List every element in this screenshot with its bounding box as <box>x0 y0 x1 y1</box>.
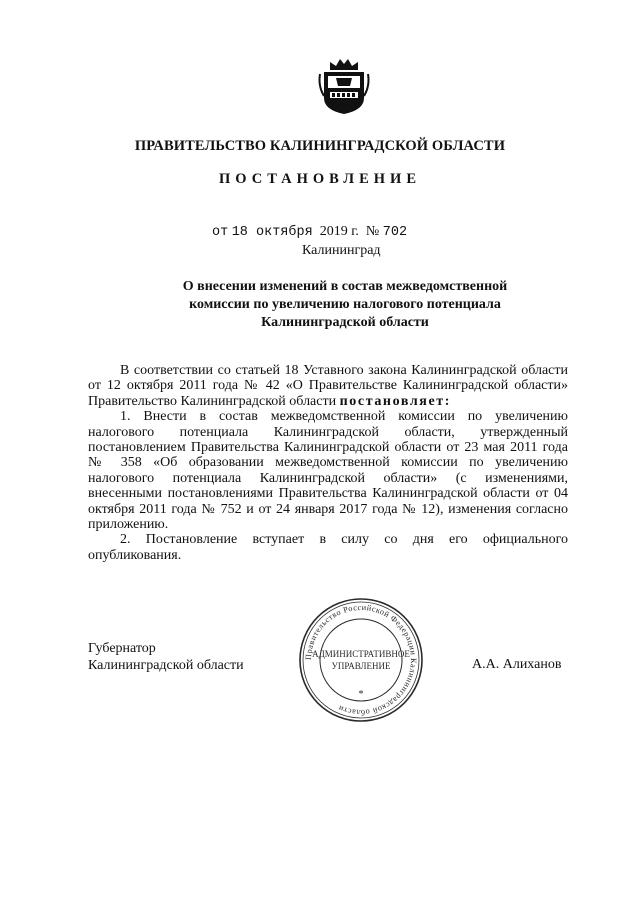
date-year: 2019 г. <box>319 224 359 239</box>
stamp-center-line: АДМИНИСТРАТИВНОЕ <box>312 649 410 659</box>
preamble-text: В соответствии со статьей 18 Уставного закона Калининградской области от 12 октября 2011 года № 42 «О Правительстве Калининградской области» Правительство Калининградской области <box>88 363 568 409</box>
government-name: ПРАВИТЕЛЬСТВО КАЛИНИНГРАДСКОЙ ОБЛАСТИ <box>134 138 506 154</box>
date-line <box>212 224 407 240</box>
stamp-ring-text: Правительство Российской Федерации Калининградской области <box>303 602 419 718</box>
item-2-paragraph: 2. Постановление вступает в силу со дня его официального опубликования. <box>88 532 568 563</box>
stamp-center-line: УПРАВЛЕНИЕ <box>331 661 391 671</box>
subject-line: Калининградской области <box>261 315 429 330</box>
preamble-paragraph <box>88 363 568 409</box>
subject-block <box>120 278 570 332</box>
stamp-star: * <box>358 689 364 700</box>
subject-line: комиссии по увеличению налогового потенциала <box>189 297 501 312</box>
resolves-word: постановляет: <box>339 393 452 409</box>
number-sign: № <box>365 224 380 239</box>
subject-line: О внесении изменений в состав межведомственной <box>182 279 508 294</box>
document-type: ПОСТАНОВЛЕНИЕ <box>218 171 421 187</box>
date-day-month: 18 октября <box>231 225 313 240</box>
signatory-title-line: Губернатор <box>88 641 156 656</box>
signatory-name: А.А. Алиханов <box>472 657 562 672</box>
official-stamp <box>296 595 426 725</box>
signatory-title-line: Калининградской области <box>88 658 244 673</box>
coat-of-arms-emblem <box>316 56 372 116</box>
document-number: 702 <box>382 225 408 240</box>
item-1-paragraph: 1. Внести в состав межведомственной комиссии по увеличению налогового потенциала Калининградской области, утвержденный постановлением Правительства Калининградской области от 23 мая 2011 года № 358 «Об образовании межведомственной комиссии по увеличению налогового потенциала Калининградской области» (с изменениями, внесенными постановлениями Правительства Калининградской области от 04 октября 2011 года № 752 и от 24 января 2017 года № 12), изменения согласно приложению. <box>88 409 568 533</box>
date-prefix: от <box>212 225 229 240</box>
city: Калининград <box>302 243 381 258</box>
document-body <box>88 363 568 563</box>
signatory-title <box>88 640 244 674</box>
